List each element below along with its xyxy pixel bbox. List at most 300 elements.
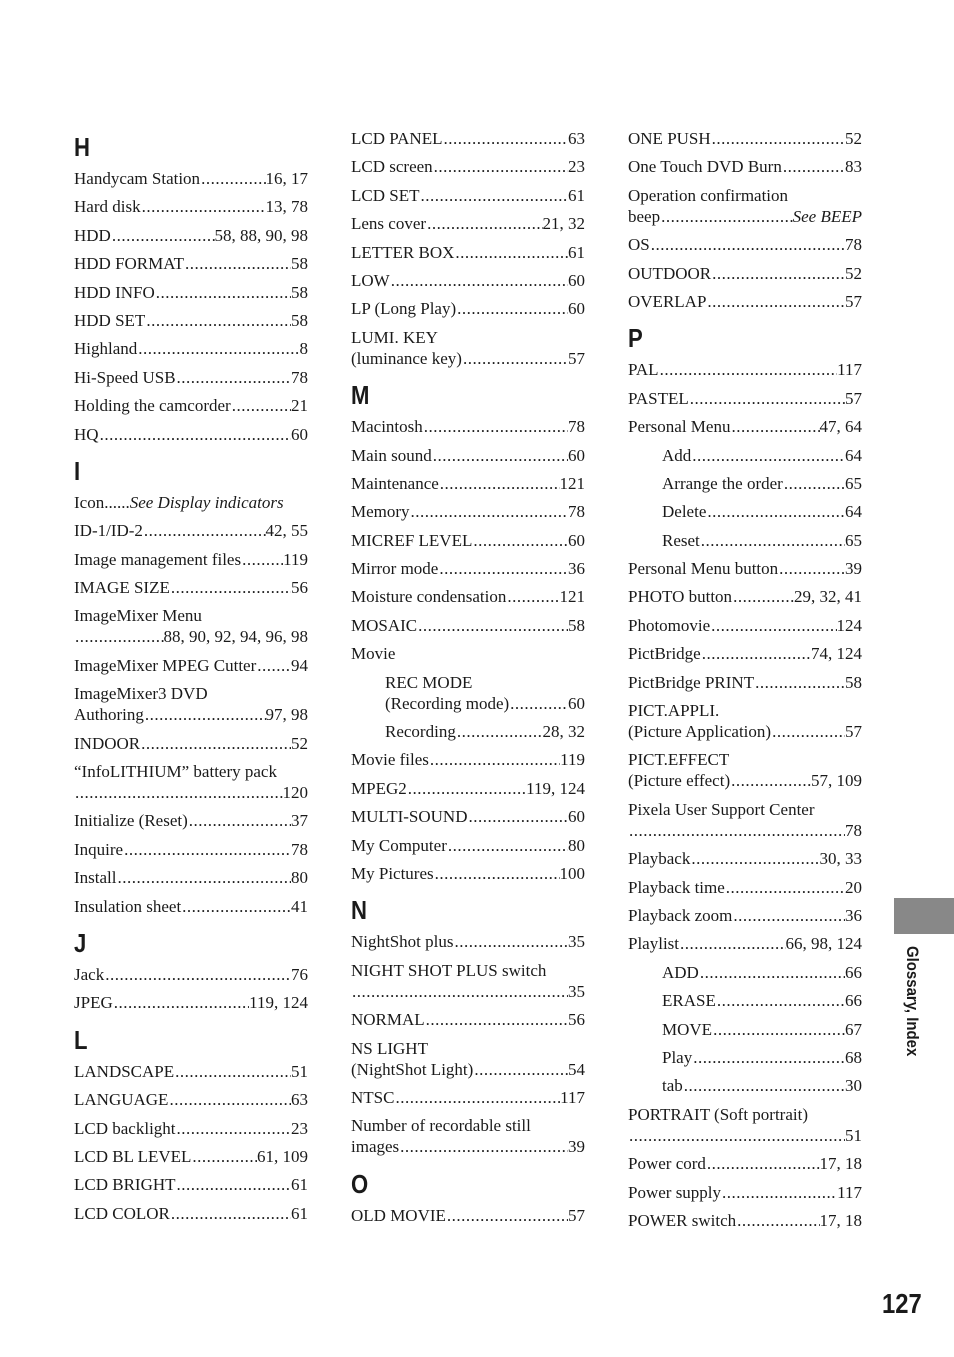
- index-entry: [351, 1038, 585, 1080]
- index-term: NORMAL: [351, 1010, 425, 1030]
- dot-leader: [176, 1174, 291, 1195]
- dot-leader: [425, 1009, 568, 1030]
- index-term: Personal Menu button: [628, 559, 779, 579]
- index-entry: [74, 577, 308, 598]
- dot-leader: ......: [104, 492, 130, 512]
- index-term: ID-1/ID-2: [74, 521, 143, 541]
- index-term: OVERLAP: [628, 291, 707, 311]
- index-entry-row: [74, 338, 308, 359]
- index-term: Holding the camcorder: [74, 396, 231, 416]
- index-entry-row: [628, 388, 862, 409]
- index-entry-row: [74, 282, 308, 303]
- page-reference: 60: [568, 299, 585, 319]
- dot-leader: [168, 1089, 291, 1110]
- index-entry: [74, 761, 308, 803]
- index-entry: [628, 799, 862, 841]
- index-entry: [628, 643, 862, 664]
- index-entry: [628, 1047, 862, 1068]
- index-entry: [628, 530, 862, 551]
- index-term: Moisture condensation: [351, 587, 507, 607]
- index-term: Image management files: [74, 549, 242, 569]
- index-entry: [351, 643, 585, 664]
- dot-leader: [462, 348, 568, 369]
- dot-leader: [140, 733, 291, 754]
- index-entry-row: [351, 931, 585, 952]
- page-reference: 64: [845, 445, 862, 465]
- index-term: images: [351, 1137, 400, 1157]
- page-reference: 78: [568, 417, 585, 437]
- page-reference: 56: [291, 578, 308, 598]
- cross-reference: See BEEP: [792, 206, 862, 226]
- index-term: LUMI. KEY: [351, 327, 438, 347]
- page-reference: 39: [568, 1137, 585, 1157]
- index-entry: [351, 721, 585, 742]
- index-term: (Picture effect): [628, 771, 731, 791]
- dot-leader: [188, 810, 291, 831]
- dot-leader: [706, 501, 845, 522]
- page-reference: 58: [291, 254, 308, 274]
- index-entry: [628, 1182, 862, 1203]
- index-entry-row: [351, 778, 585, 799]
- index-entry: [628, 672, 862, 693]
- index-entry: [351, 863, 585, 884]
- dot-leader: [447, 835, 568, 856]
- index-term: OUTDOOR: [628, 263, 712, 283]
- page-reference: 66, 98, 124: [785, 934, 862, 954]
- dot-leader: [711, 263, 845, 284]
- index-entry: [351, 586, 585, 607]
- index-entry: [74, 520, 308, 541]
- index-entry: [351, 270, 585, 291]
- page-reference: 74, 124: [811, 644, 862, 664]
- dot-leader: [429, 749, 560, 770]
- index-entry-row: [74, 733, 308, 754]
- index-entry: [351, 473, 585, 494]
- index-term: Playback: [628, 849, 691, 869]
- dot-leader: [170, 577, 291, 598]
- page-reference: 61: [568, 185, 585, 205]
- index-term: (Recording mode): [385, 693, 510, 713]
- index-term: tab: [662, 1076, 683, 1096]
- index-entry-row: [628, 263, 862, 284]
- index-entry-row: [628, 586, 862, 607]
- index-entry: [74, 1118, 308, 1139]
- index-entry-row: [74, 964, 308, 985]
- page-reference: 30, 33: [819, 849, 862, 869]
- index-entry: [628, 1104, 862, 1146]
- page-reference: 17, 18: [819, 1154, 862, 1174]
- index-entry-row: [628, 643, 862, 664]
- index-term: One Touch DVD Burn: [628, 157, 782, 177]
- index-entry-row: [351, 806, 585, 827]
- index-entry-row: [74, 168, 308, 189]
- index-entry: [74, 1089, 308, 1110]
- index-entry: [74, 282, 308, 303]
- dot-leader: [650, 234, 845, 255]
- dot-leader: [141, 196, 266, 217]
- dot-leader: [700, 530, 845, 551]
- dot-leader: [456, 721, 543, 742]
- dot-leader: [732, 905, 845, 926]
- index-entry: [351, 835, 585, 856]
- dot-leader: [721, 1182, 837, 1203]
- index-entry: [628, 990, 862, 1011]
- index-term: Delete: [662, 502, 707, 522]
- page-reference: 58: [568, 615, 585, 635]
- dot-leader: [176, 1118, 291, 1139]
- index-term: LP (Long Play): [351, 299, 457, 319]
- dot-leader: [184, 253, 291, 274]
- index-entry-row: [351, 586, 585, 607]
- index-entry-row: [74, 810, 308, 831]
- page-reference: 67: [845, 1019, 862, 1039]
- page-reference: 78: [291, 839, 308, 859]
- page-reference: 37: [291, 811, 308, 831]
- index-column-1: [74, 128, 308, 1231]
- index-entry: [628, 359, 862, 380]
- index-term: PictBridge PRINT: [628, 672, 755, 692]
- index-term: PICT.APPLI.: [628, 701, 720, 721]
- index-term: Lens cover: [351, 214, 427, 234]
- index-entry: [74, 1174, 308, 1195]
- index-entry-row: [74, 1146, 308, 1167]
- index-term: PASTEL: [628, 388, 689, 408]
- index-entry: [628, 877, 862, 898]
- dot-leader: [423, 416, 568, 437]
- index-term: Power cord: [628, 1154, 706, 1174]
- index-term: PAL: [628, 360, 659, 380]
- page-reference: 65: [845, 530, 862, 550]
- dot-leader: [111, 225, 215, 246]
- dot-leader: [690, 848, 819, 869]
- index-entry: [628, 416, 862, 437]
- index-entry-row: [385, 721, 585, 742]
- dot-leader: [432, 445, 568, 466]
- index-entry: [74, 964, 308, 985]
- index-entry: [351, 615, 585, 636]
- page-reference: 58: [845, 672, 862, 692]
- index-entry: [351, 1205, 585, 1226]
- dot-leader: [419, 185, 568, 206]
- page-reference: 58, 88, 90, 98: [214, 225, 308, 245]
- index-entry: [351, 445, 585, 466]
- dot-leader: [439, 473, 560, 494]
- section-letter: L: [74, 1024, 88, 1055]
- index-entry-row: [662, 1075, 862, 1096]
- index-entry-row: [351, 156, 585, 177]
- page-number: 127: [882, 1288, 922, 1319]
- index-term: LOW: [351, 270, 390, 290]
- page-reference: 60: [568, 693, 585, 713]
- index-term: POWER switch: [628, 1210, 737, 1230]
- dot-leader: [754, 672, 845, 693]
- dot-leader: [778, 558, 845, 579]
- index-entry-row: [74, 492, 308, 513]
- index-term: Authoring: [74, 705, 144, 725]
- page-reference: 54: [568, 1059, 585, 1079]
- dot-leader: [390, 270, 568, 291]
- dot-leader: [442, 128, 568, 149]
- index-term: Add: [662, 445, 692, 465]
- index-entry-row: [628, 672, 862, 693]
- index-term: Play: [662, 1047, 693, 1067]
- page-reference: 80: [291, 868, 308, 888]
- index-entry: [351, 806, 585, 827]
- index-term: MPEG2: [351, 778, 407, 798]
- page-reference: 21, 32: [542, 214, 585, 234]
- index-term: Reset: [662, 530, 700, 550]
- index-entry-row: [74, 1174, 308, 1195]
- index-entry-row: [628, 1153, 862, 1174]
- page-reference: 20: [845, 877, 862, 897]
- index-entry-row: [662, 990, 862, 1011]
- page-reference: 47, 64: [819, 417, 862, 437]
- index-entry-row: [74, 253, 308, 274]
- index-term: Hi-Speed USB: [74, 367, 176, 387]
- index-entry-row: [351, 1087, 585, 1108]
- dot-leader: [181, 896, 291, 917]
- dot-leader: [426, 213, 542, 234]
- index-entry: [74, 367, 308, 388]
- index-entry-row: [74, 896, 308, 917]
- page-reference: 51: [845, 1125, 862, 1145]
- section-letter: J: [74, 927, 87, 958]
- dot-leader: [123, 839, 291, 860]
- page-reference: 63: [568, 129, 585, 148]
- dot-leader: [410, 501, 568, 522]
- page-reference: 52: [845, 129, 862, 148]
- index-entry-row: [351, 1136, 585, 1157]
- index-term: ERASE: [662, 991, 716, 1011]
- section-label: Glossary, Index: [903, 946, 922, 1057]
- index-entry-row: [662, 501, 862, 522]
- dot-leader: [394, 1087, 560, 1108]
- index-term: (Picture Application): [628, 722, 772, 742]
- index-term: OLD MOVIE: [351, 1205, 446, 1225]
- dot-leader: [454, 931, 569, 952]
- page-reference: 21: [291, 396, 308, 416]
- index-entry-row: [351, 128, 585, 149]
- page-reference: 16, 17: [265, 169, 308, 188]
- dot-leader: [706, 291, 845, 312]
- index-term: HDD FORMAT: [74, 254, 185, 274]
- dot-leader: [679, 933, 785, 954]
- section-tab-marker: [894, 898, 954, 934]
- index-entry: [74, 733, 308, 754]
- page-reference: 30: [845, 1076, 862, 1096]
- index-entry: [74, 492, 308, 513]
- index-term: Playback zoom: [628, 905, 733, 925]
- dot-leader: [145, 310, 291, 331]
- index-term: ImageMixer MPEG Cutter: [74, 655, 257, 675]
- index-entry: [628, 905, 862, 926]
- page-reference: 35: [568, 932, 585, 952]
- dot-leader: [137, 338, 299, 359]
- dot-leader: [712, 1019, 845, 1040]
- index-entry-row: [662, 1019, 862, 1040]
- index-entry-row: [74, 992, 308, 1013]
- index-entry-row: [351, 348, 585, 369]
- cross-reference: See Display indicators: [129, 492, 284, 512]
- dot-leader: [241, 549, 283, 570]
- dot-leader: [660, 206, 793, 227]
- page-reference: 57, 109: [811, 771, 862, 791]
- index-entry: [351, 778, 585, 799]
- index-entry: [351, 242, 585, 263]
- index-column-2: [351, 128, 585, 1233]
- index-entry-row: [628, 820, 862, 841]
- index-term: LCD BRIGHT: [74, 1175, 176, 1195]
- index-entry-row: [74, 367, 308, 388]
- page-reference: 42, 55: [265, 521, 308, 541]
- page-reference: 65: [845, 473, 862, 493]
- dot-leader: [176, 367, 291, 388]
- page-reference: 57: [845, 291, 862, 311]
- index-entry-row: [662, 530, 862, 551]
- dot-leader: [407, 778, 526, 799]
- page-reference: 66: [845, 962, 862, 982]
- index-term: Arrange the order: [662, 473, 783, 493]
- index-term: LETTER BOX: [351, 242, 455, 262]
- page-reference: 97, 98: [265, 705, 308, 725]
- index-entry-row: [351, 270, 585, 291]
- dot-leader: [732, 586, 794, 607]
- index-entry: [351, 128, 585, 149]
- index-entry: [74, 168, 308, 189]
- page-reference: 76: [291, 964, 308, 984]
- page-reference: 28, 32: [542, 722, 585, 742]
- index-entry-row: [351, 1059, 585, 1080]
- index-entry: [628, 1019, 862, 1040]
- section-letter: P: [628, 323, 643, 354]
- index-entry: [351, 213, 585, 234]
- index-term: IMAGE SIZE: [74, 578, 170, 598]
- index-entry-row: [74, 520, 308, 541]
- dot-leader: [143, 520, 266, 541]
- dot-leader: [200, 168, 265, 189]
- index-entry: [628, 234, 862, 255]
- dot-leader: [456, 298, 568, 319]
- index-term: LANGUAGE: [74, 1090, 169, 1110]
- index-entry-row: [74, 1089, 308, 1110]
- index-entry-row: [351, 835, 585, 856]
- index-term: NS LIGHT: [351, 1038, 428, 1058]
- page-reference: 78: [291, 367, 308, 387]
- page-reference: 58: [291, 282, 308, 302]
- index-term: PORTRAIT (Soft portrait): [628, 1104, 808, 1124]
- index-entry-row: [74, 577, 308, 598]
- index-term: Handycam Station: [74, 169, 201, 188]
- page-reference: 41: [291, 896, 308, 916]
- index-term: Macintosh: [351, 417, 423, 437]
- index-entry: [628, 291, 862, 312]
- index-term: HDD: [74, 225, 111, 245]
- index-term: HQ: [74, 424, 99, 444]
- index-entry: [74, 896, 308, 917]
- index-entry: [628, 501, 862, 522]
- index-entry: [74, 395, 308, 416]
- section-letter: I: [74, 455, 81, 486]
- index-entry: [74, 810, 308, 831]
- dot-leader: [783, 473, 845, 494]
- index-term: Operation confirmation: [628, 185, 789, 205]
- index-entry: [351, 156, 585, 177]
- page-reference: 23: [568, 157, 585, 177]
- index-term: Photomovie: [628, 615, 711, 635]
- page-reference: 100: [559, 863, 585, 883]
- page-reference: 80: [568, 835, 585, 855]
- index-entry: [74, 424, 308, 445]
- dot-leader: [113, 992, 249, 1013]
- index-entry: [628, 749, 862, 791]
- index-entry-row: [74, 704, 308, 725]
- index-entry-row: [351, 445, 585, 466]
- page-reference: 119, 124: [526, 778, 585, 798]
- index-entry-row: [351, 1009, 585, 1030]
- index-term: Initialize (Reset): [74, 811, 188, 831]
- index-entry-row: [662, 962, 862, 983]
- dot-leader: [725, 877, 845, 898]
- dot-leader: [231, 395, 291, 416]
- page-reference: 64: [845, 502, 862, 522]
- page-reference: 117: [837, 360, 862, 380]
- section-letter: O: [351, 1168, 369, 1199]
- index-term: Maintenance: [351, 473, 439, 493]
- index-entry-row: [628, 206, 862, 227]
- index-entry: [351, 501, 585, 522]
- dot-leader: [683, 1075, 845, 1096]
- index-entry: [628, 1153, 862, 1174]
- index-entry-row: [74, 839, 308, 860]
- index-entry-row: [74, 310, 308, 331]
- index-entry-row: [628, 1125, 862, 1146]
- index-term: Recording: [385, 722, 456, 742]
- page-reference: 23: [291, 1118, 308, 1138]
- page-reference: 117: [560, 1087, 585, 1107]
- dot-leader: [446, 1205, 568, 1226]
- index-entry-row: [628, 416, 862, 437]
- index-term: Pixela User Support Center: [628, 799, 815, 819]
- index-entry-row: [628, 156, 862, 177]
- page-reference: 57: [845, 388, 862, 408]
- index-entry-row: [628, 359, 862, 380]
- dot-leader: [736, 1210, 819, 1231]
- index-entry-row: [628, 1210, 862, 1231]
- index-entry-row: [351, 242, 585, 263]
- dot-leader: [104, 964, 291, 985]
- page-reference: 57: [568, 1205, 585, 1225]
- page-reference: 36: [568, 559, 585, 579]
- index-term: Hard disk: [74, 197, 141, 217]
- index-entry-row: [628, 558, 862, 579]
- dot-leader: [117, 867, 292, 888]
- page-reference: 78: [568, 502, 585, 522]
- index-entry-row: [628, 234, 862, 255]
- index-entry-row: [351, 416, 585, 437]
- page-reference: 117: [837, 1182, 862, 1202]
- index-entry: [628, 1075, 862, 1096]
- page-reference: 57: [845, 722, 862, 742]
- index-entry-row: [74, 395, 308, 416]
- page-reference: 121: [559, 473, 585, 493]
- index-term: ADD: [662, 962, 699, 982]
- page-reference: 52: [845, 263, 862, 283]
- index-entry: [74, 992, 308, 1013]
- index-term: ImageMixer3 DVD: [74, 684, 208, 704]
- index-term: Memory: [351, 502, 410, 522]
- index-entry-row: [74, 1203, 308, 1224]
- index-term: NTSC: [351, 1087, 395, 1107]
